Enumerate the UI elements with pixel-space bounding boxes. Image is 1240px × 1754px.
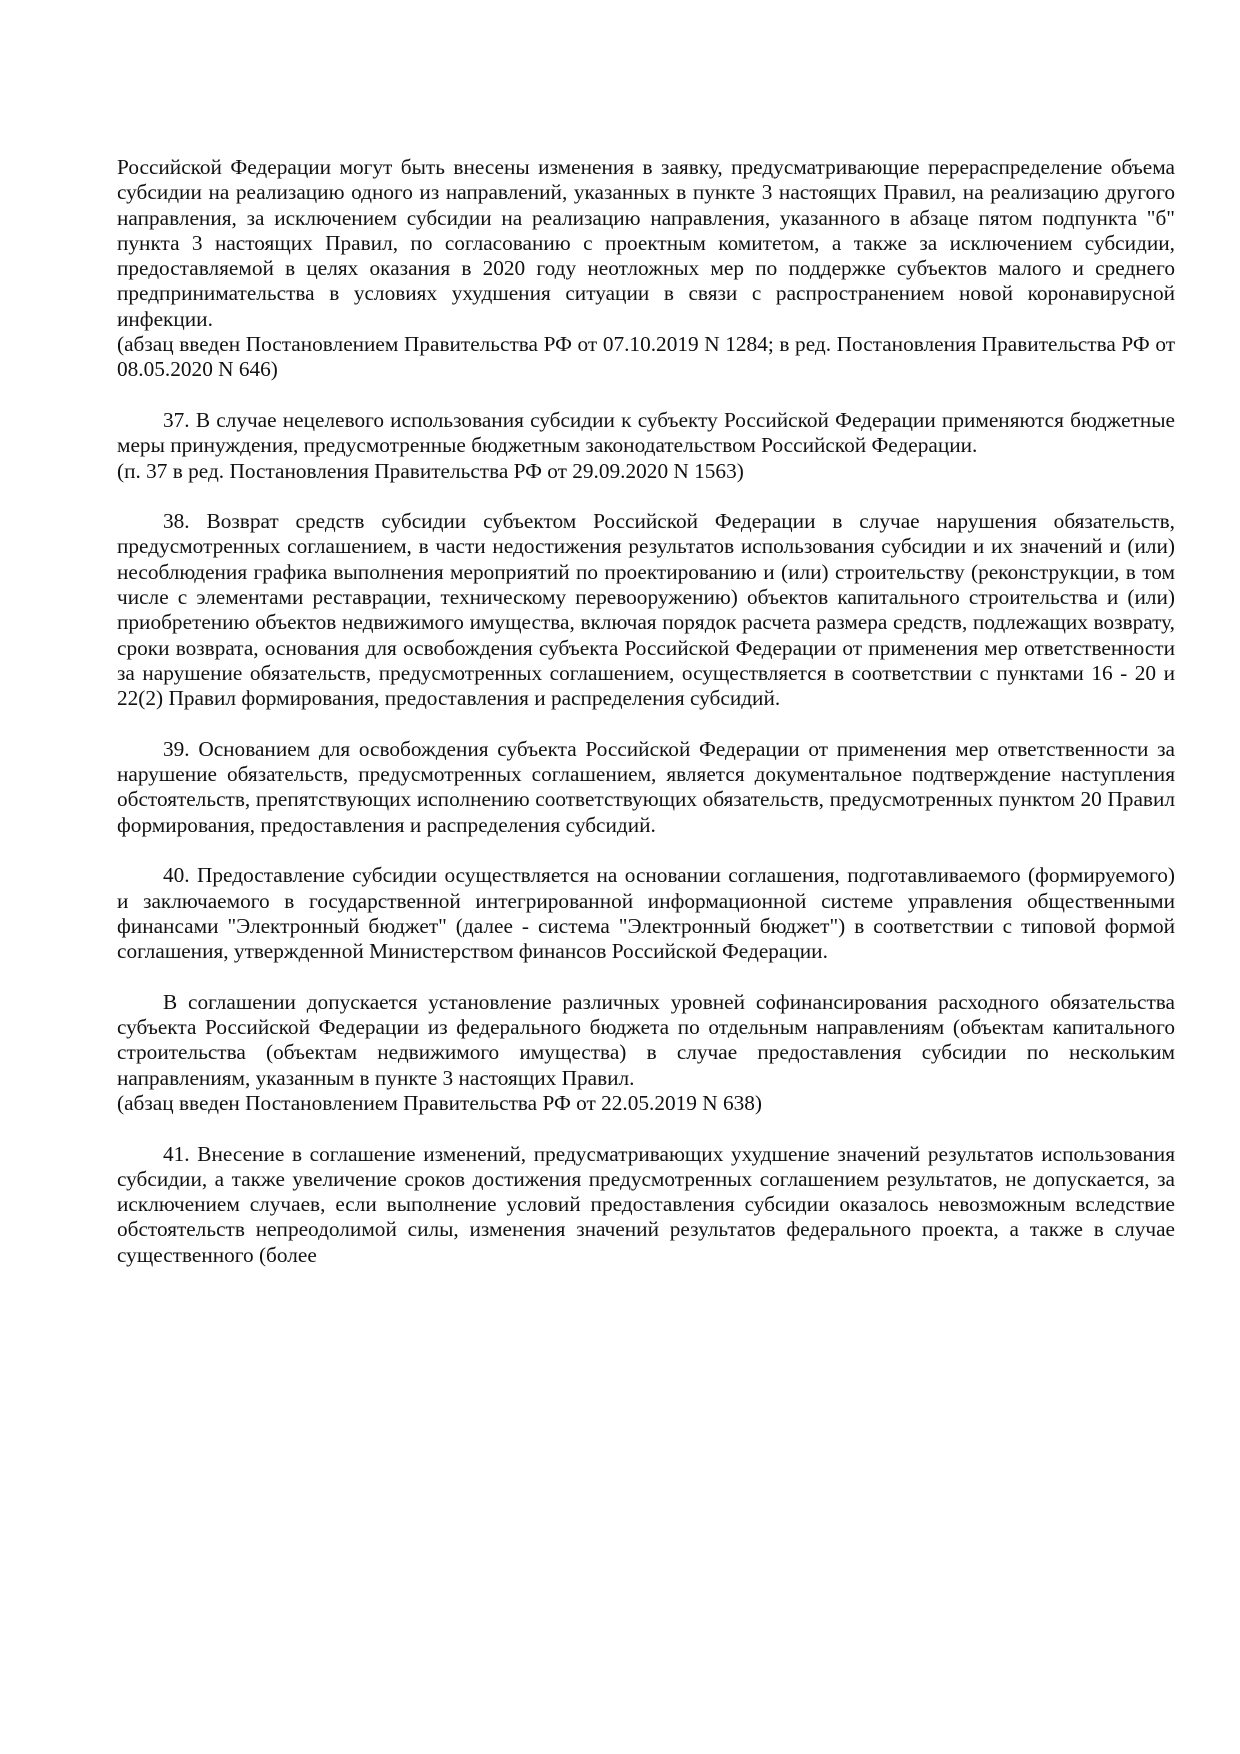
paragraph-40: 40. Предоставление субсидии осуществляется на основании соглашения, подготавливаемого (формируемого) и заключаемого в государственной интегрированной информационной системе управления общественными финансами "Электронный бюджет" (далее - система "Электронный бюджет") в соответствии с типовой формой соглашения, утвержденной Министерством финансов Российской Федерации. bbox=[117, 863, 1175, 964]
spacer bbox=[117, 838, 1175, 863]
paragraph-37: 37. В случае нецелевого использования субсидии к субъекту Российской Федерации применяются бюджетные меры принуждения, предусмотренные бюджетным законодательством Российской Федерации. bbox=[117, 407, 1175, 458]
spacer bbox=[117, 1116, 1175, 1141]
spacer bbox=[117, 965, 1175, 990]
amendment-note-36: (абзац введен Постановлением Правительства РФ от 07.10.2019 N 1284; в ред. Постановления Правительства РФ от 08.05.2020 N 646) bbox=[117, 332, 1175, 382]
paragraph-38: 38. Возврат средств субсидии субъектом Российской Федерации в случае нарушения обязательств, предусмотренных соглашением, в части недостижения результатов использования субсидии и их значений и (или) несоблюдения графика выполнения мероприятий по проектированию и (или) строительству (реконструкции, в том числе с элементами реставрации, техническому перевооружению) объектов капитального строительства и (или) приобретению объектов недвижимого имущества, включая порядок расчета размера средств, подлежащих возврату, сроки возврата, основания для освобождения субъекта Российской Федерации от применения мер ответственности за нарушение обязательств, предусмотренных соглашением, осуществляется в соответствии с пунктами 16 - 20 и 22(2) Правил формирования, предоставления и распределения субсидий. bbox=[117, 509, 1175, 711]
document-page bbox=[117, 155, 1175, 1268]
paragraph-40-cofinancing: В соглашении допускается установление различных уровней софинансирования расходного обязательства субъекта Российской Федерации из федерального бюджета по отдельным направлениям (объектам капитального строительства (объектам недвижимого имущества) в случае предоставления субсидии по нескольким направлениям, указанным в пункте 3 настоящих Правил. bbox=[117, 989, 1175, 1090]
paragraph-36-continuation: Российской Федерации могут быть внесены изменения в заявку, предусматривающие перераспределение объема субсидии на реализацию одного из направлений, указанных в пункте 3 настоящих Правил, на реализацию другого направления, за исключением субсидии на реализацию направления, указанного в абзаце пятом подпункта "б" пункта 3 настоящих Правил, по согласованию с проектным комитетом, а также за исключением субсидии, предоставляемой в целях оказания в 2020 году неотложных мер по поддержке субъектов малого и среднего предпринимательства в условиях ухудшения ситуации в связи с распространением новой коронавирусной инфекции. bbox=[117, 155, 1175, 331]
spacer bbox=[117, 383, 1175, 408]
paragraph-39: 39. Основанием для освобождения субъекта Российской Федерации от применения мер ответственности за нарушение обязательств, предусмотренных соглашением, является документальное подтверждение наступления обстоятельств, препятствующих исполнению соответствующих обязательств, предусмотренных пунктом 20 Правил формирования, предоставления и распределения субсидий. bbox=[117, 736, 1175, 837]
amendment-note-40: (абзац введен Постановлением Правительства РФ от 22.05.2019 N 638) bbox=[117, 1090, 762, 1115]
spacer bbox=[117, 712, 1175, 737]
paragraph-41: 41. Внесение в соглашение изменений, предусматривающих ухудшение значений результатов использования субсидии, а также увеличение сроков достижения предусмотренных соглашением результатов, не допускается, за исключением случаев, если выполнение условий предоставления субсидии оказалось невозможным вследствие обстоятельств непреодолимой силы, изменения значений результатов федерального проекта, а также в случае существенного (более bbox=[117, 1141, 1175, 1267]
spacer bbox=[117, 484, 1175, 509]
amendment-note-37: (п. 37 в ред. Постановления Правительства РФ от 29.09.2020 N 1563) bbox=[117, 458, 744, 483]
